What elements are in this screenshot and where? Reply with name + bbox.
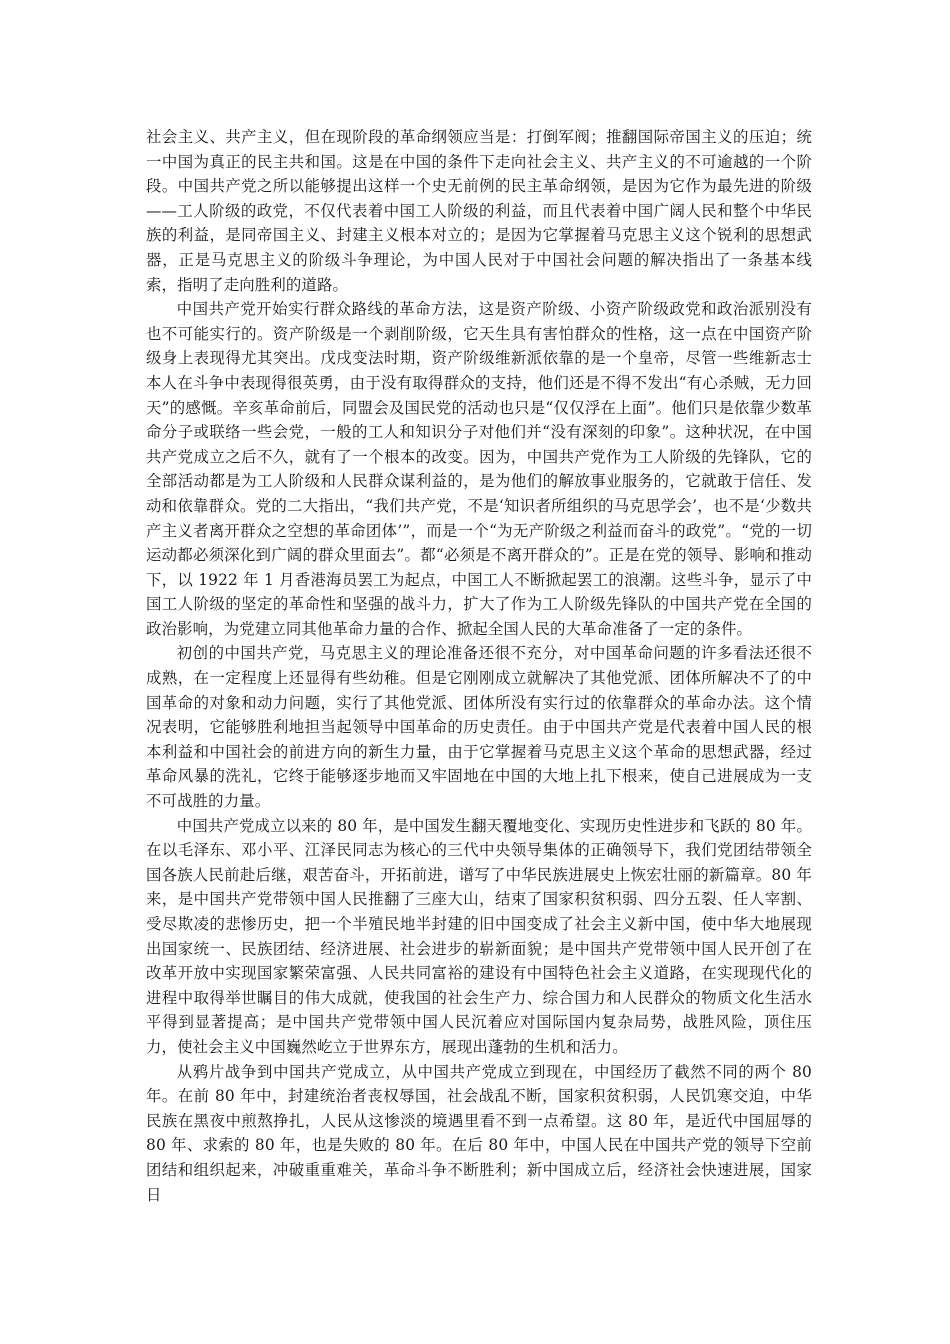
paragraph-1: 社会主义、共产主义，但在现阶段的革命纲领应当是：打倒军阀；推翻国际帝国主义的压迫；统一中国为真正的民主共和国。这是在中国的条件下走向社会主义、共产主义的不可逾越的一个阶段。中国共产党之所以能够提出这样一个史无前例的民主革命纲领，是因为它作为最先进的阶级——工人阶级的政党，不仅代表着中国工人阶级的利益，而且代表着中国广阔人民和整个中华民族的利益，是同帝国主义、封建主义根本对立的；是因为它掌握着马克思主义这个锐利的思想武器，正是马克思主义的阶级斗争理论，为中国人民对于中国社会问题的解决指出了一条基本线索，指明了走向胜利的道路。 [146,128,812,294]
paragraph-5: 从鸦片战争到中国共产党成立，从中国共产党成立到现在，中国经历了截然不同的两个 80 年。在前 80 年中，封建统治者丧权辱国，社会战乱不断，国家积贫积弱，人民饥寒交迫，中华民族在黑夜中煎熬挣扎，人民从这惨淡的境遇里看不到一点希望。这 80 年，是近代中国屈辱的 80 年、求索的 80 年，也是失败的 80 年。在后 80 年中，中国人民在中国共产党的领导下空前团结和组织起来，冲破重重难关，革命斗争不断胜利；新中国成立后，经济社会快速进展，国家日 [146,1062,812,1204]
paragraph-3: 初创的中国共产党，马克思主义的理论准备还很不充分，对中国革命问题的许多看法还很不成熟，在一定程度上还显得有些幼稚。但是它刚刚成立就解决了其他党派、团体所解决不了的中国革命的对象和动力问题，实行了其他党派、团体所没有实行过的依靠群众的革命办法。这个情况表明，它能够胜利地担当起领导中国革命的历史责任。由于中国共产党是代表着中国人民的根本利益和中国社会的前进方向的新生力量，由于它掌握着马克思主义这个革命的思想武器，经过革命风暴的洗礼，它终于能够逐步地而又牢固地在中国的大地上扎下根来，使自己进展成为一支不可战胜的力量。 [146,644,812,811]
paragraph-2: 中国共产党开始实行群众路线的革命方法，这是资产阶级、小资产阶级政党和政治派别没有也不可能实行的。资产阶级是一个剥削阶级，它天生具有害怕群众的性格，这一点在中国资产阶级身上表现得尤其突出。戊戌变法时期，资产阶级维新派依靠的是一个皇帝，尽管一些维新志士本人在斗争中表现得很英勇，由于没有取得群众的支持，他们还是不得不发出“有心杀贼，无力回天”的感慨。辛亥革命前后，同盟会及国民党的活动也只是“仅仅浮在上面”。他们只是依靠少数革命分子或联络一些会党，一般的工人和知识分子对他们并“没有深刻的印象”。这种状况，在中国共产党成立之后不久，就有了一个根本的改变。因为，中国共产党作为工人阶级的先锋队，它的全部活动都是为工人阶级和人民群众谋利益的，是为他们的解放事业服务的，它就敢于信任、发动和依靠群众。党的二大指出，“我们共产党，不是‘知识者所组织的马克思学会’，也不是‘少数共产主义者离开群众之空想的革命团体’”，而是一个“为无产阶级之利益而奋斗的政党”。“党的一切运动都必须深化到广阔的群众里面去”。都“必须是不离开群众的”。正是在党的领导、影响和推动下，以 1922 年 1 月香港海员罢工为起点，中国工人不断掀起罢工的浪潮。这些斗争，显示了中国工人阶级的坚定的革命性和坚强的战斗力，扩大了作为工人阶级先锋队的中国共产党在全国的政治影响，为党建立同其他革命力量的合作、掀起全国人民的大革命准备了一定的条件。 [146,300,812,638]
paragraph-4: 中国共产党成立以来的 80 年，是中国发生翻天覆地变化、实现历史性进步和飞跃的 80 年。在以毛泽东、邓小平、江泽民同志为核心的三代中央领导集体的正确领导下，我们党团结带领全国各族人民前赴后继，艰苦奋斗，开拓前进，谱写了中华民族进展史上恢宏壮丽的新篇章。80 年来，是中国共产党带领中国人民推翻了三座大山，结束了国家积贫积弱、四分五裂、任人宰割、受尽欺凌的悲惨历史，把一个半殖民地半封建的旧中国变成了社会主义新中国，使中华大地展现出国家统一、民族团结、经济进展、社会进步的崭新面貌；是中国共产党带领中国人民开创了在改革开放中实现国家繁荣富强、人民共同富裕的建设有中国特色社会主义道路，在实现现代化的进程中取得举世瞩目的伟大成就，使我国的社会生产力、综合国力和人民群众的物质文化生活水平得到显著提高；是中国共产党带领中国人民沉着应对国际国内复杂局势，战胜风险，顶住压力，使社会主义中国巍然屹立于世界东方，展现出蓬勃的生机和活力。 [146,816,812,1056]
document-body [146,125,812,1207]
